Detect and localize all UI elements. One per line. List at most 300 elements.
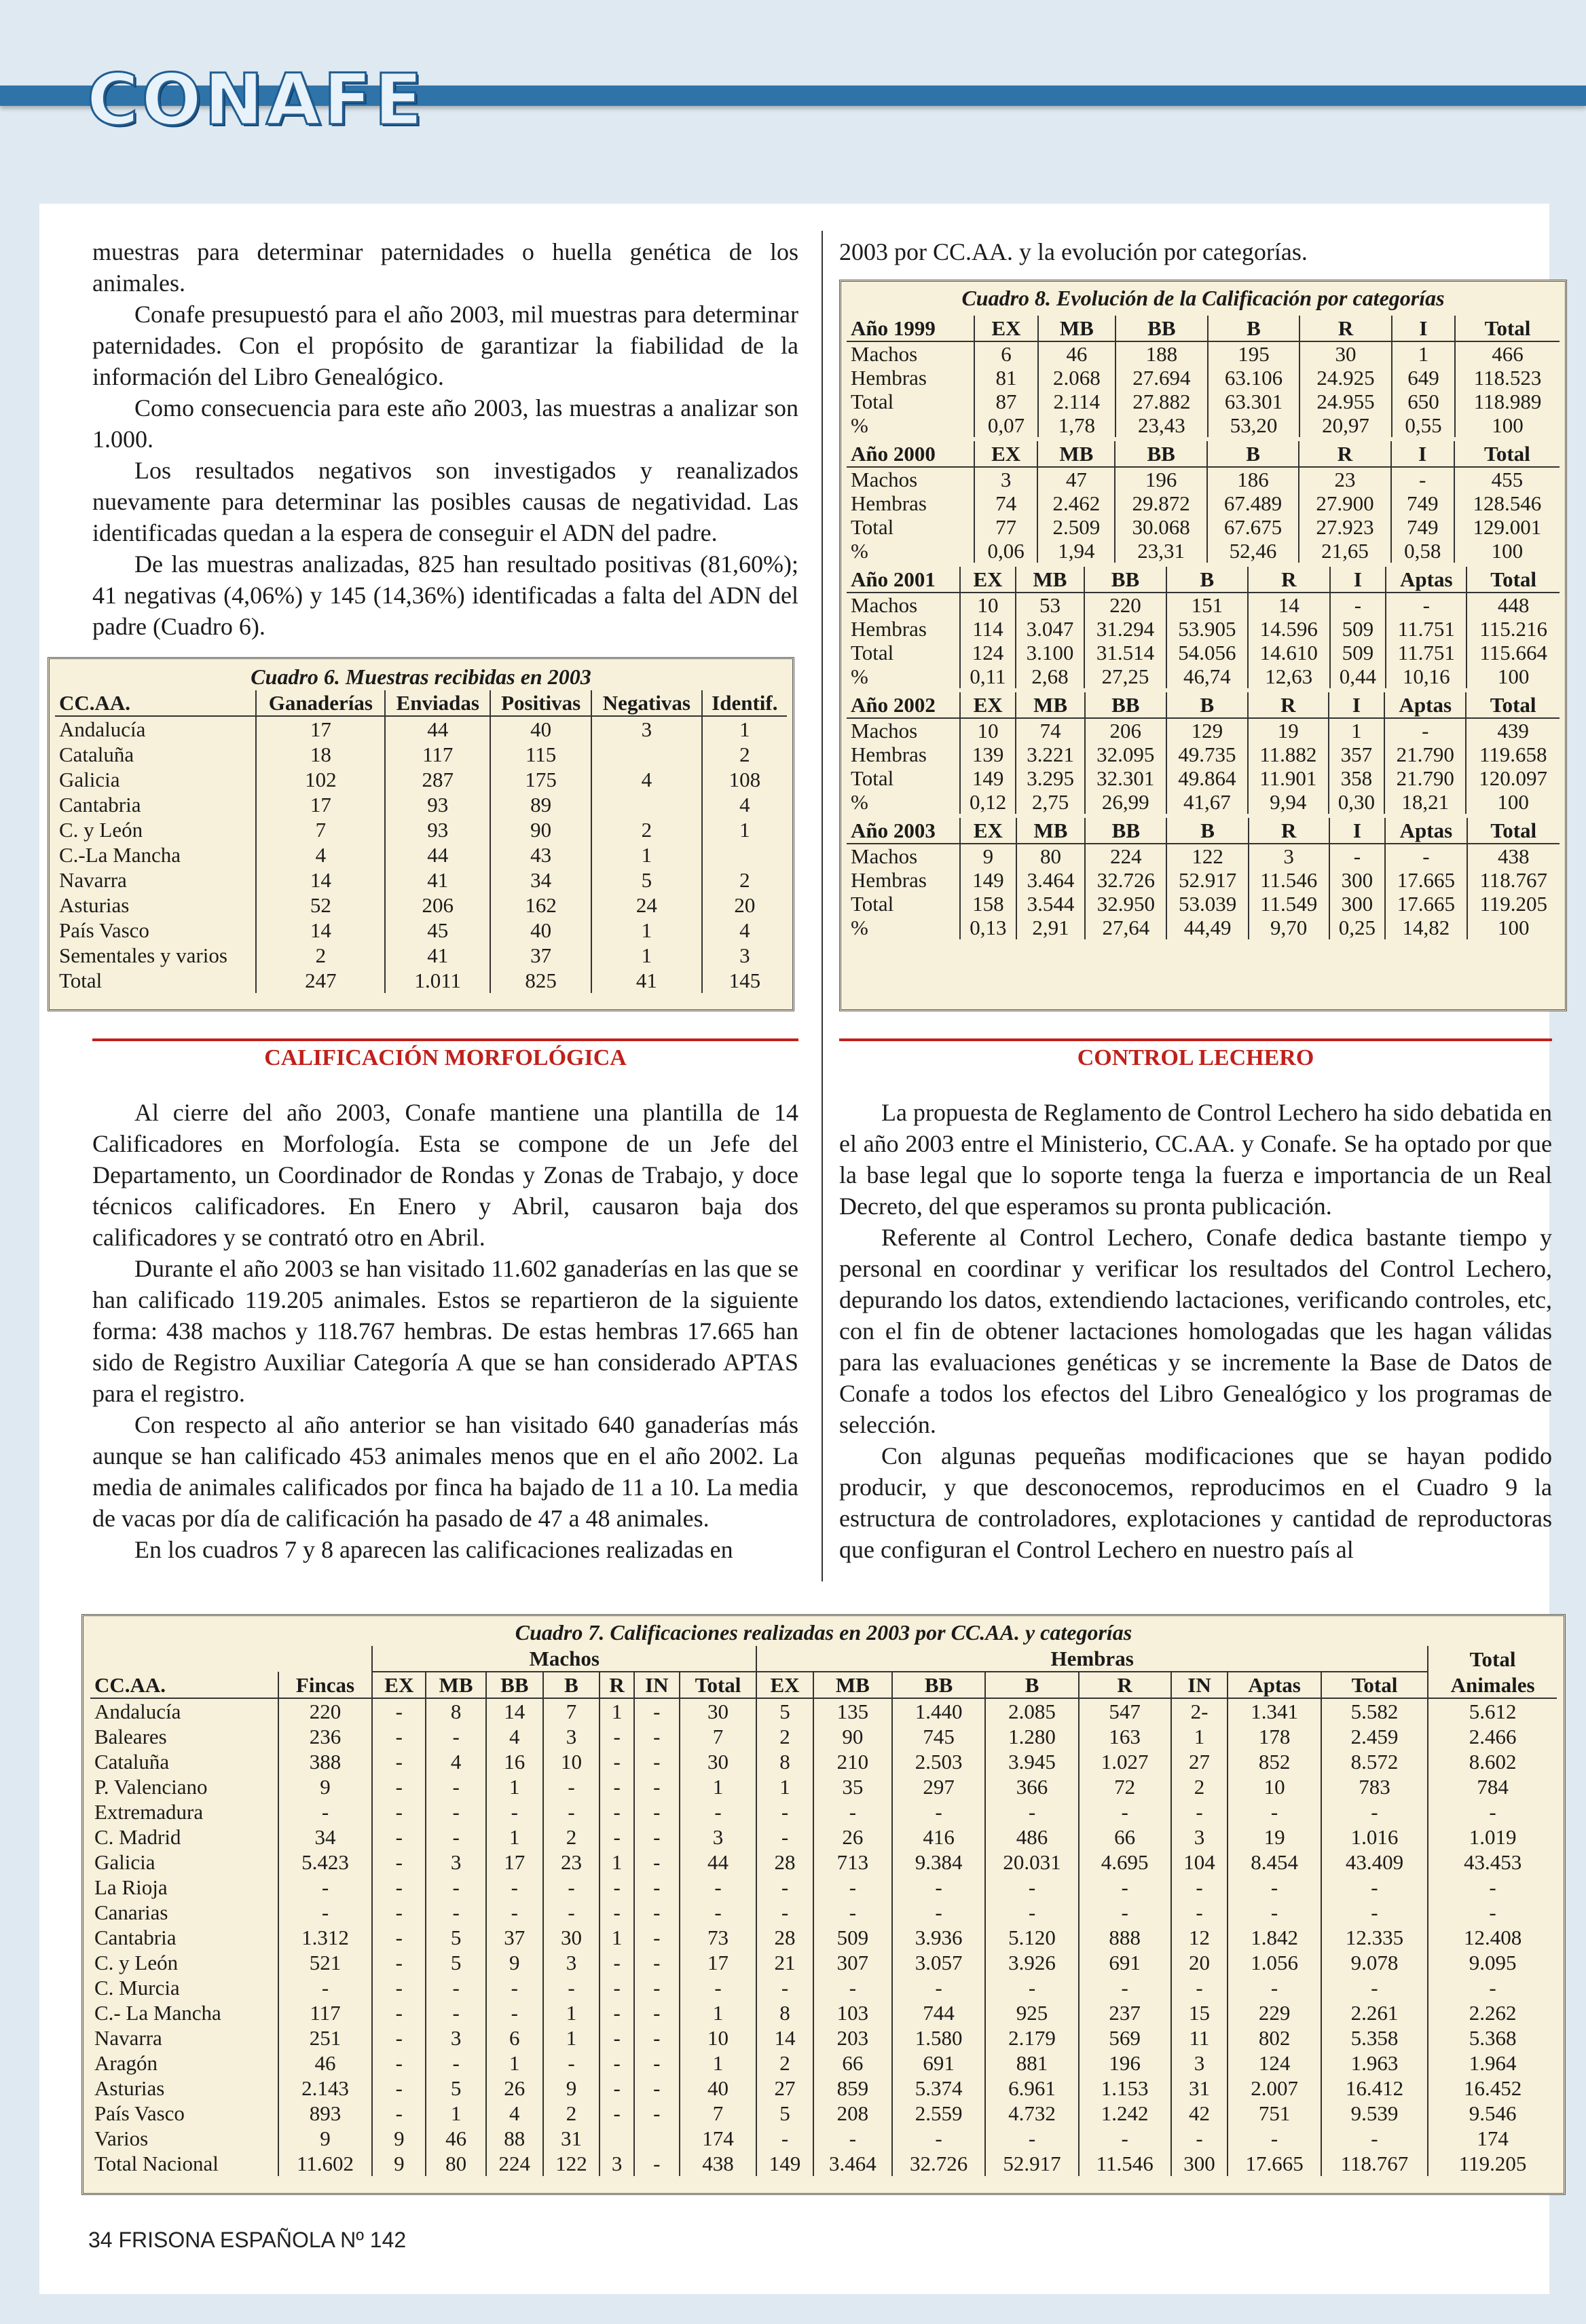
table-cell: 29.872 bbox=[1115, 491, 1206, 515]
table-cell: - bbox=[634, 2151, 680, 2176]
column-header: Animales bbox=[1428, 1672, 1557, 1698]
table-row bbox=[55, 893, 787, 918]
table-cell: 122 bbox=[543, 2151, 600, 2176]
table-cell: 46 bbox=[278, 2050, 373, 2076]
table-cell: 220 bbox=[1084, 593, 1166, 617]
table-cell: Machos bbox=[851, 342, 918, 366]
table-cell: 42 bbox=[1171, 2101, 1228, 2126]
table-cell: 41 bbox=[385, 867, 490, 893]
table-cell: - bbox=[892, 1975, 985, 2000]
table-cell: 4 bbox=[591, 767, 702, 792]
table-cell: 114 bbox=[960, 617, 1015, 641]
cuadro7-title: Cuadro 7. Calificaciones realizadas en 2003 por CC.AA. y categorías bbox=[515, 1620, 1132, 1645]
table-cell: - bbox=[634, 1900, 680, 1925]
column-header: Total bbox=[1467, 567, 1560, 593]
table-cell: 80 bbox=[1016, 844, 1085, 868]
table-cell: 53,20 bbox=[1208, 413, 1300, 437]
table-cell: - bbox=[680, 1875, 756, 1900]
table-cell: - bbox=[543, 1875, 600, 1900]
table-cell: 1.056 bbox=[1228, 1950, 1321, 1975]
column-header: Año 1999 bbox=[847, 316, 974, 341]
table-cell: 1.019 bbox=[1428, 1824, 1557, 1850]
column-header: I bbox=[1329, 818, 1386, 844]
table-cell: C.-La Mancha bbox=[59, 843, 181, 867]
table-cell: 53.039 bbox=[1166, 892, 1248, 916]
table-cell: 8.572 bbox=[1321, 1749, 1428, 1774]
table-cell: 749 bbox=[1391, 491, 1454, 515]
table-cell: 0,13 bbox=[960, 916, 1016, 939]
table-cell: 158 bbox=[960, 892, 1016, 916]
table-cell: La Rioja bbox=[94, 1875, 168, 1899]
cuadro7-table bbox=[90, 1646, 1557, 2176]
table-cell: Total bbox=[59, 969, 103, 992]
column-header: B bbox=[1166, 692, 1248, 718]
column-header: BB bbox=[486, 1672, 543, 1698]
table-cell: 224 bbox=[486, 2151, 543, 2176]
table-row bbox=[90, 2050, 1557, 2076]
table-cell: 122 bbox=[1166, 844, 1248, 868]
table-cell: 307 bbox=[813, 1950, 892, 1975]
cuadro8-tables bbox=[847, 316, 1560, 939]
table-cell: 649 bbox=[1392, 366, 1455, 390]
column-header: MB bbox=[1038, 316, 1115, 341]
table-cell: 90 bbox=[490, 817, 591, 842]
table-cell: - bbox=[486, 1900, 543, 1925]
table-row bbox=[90, 1925, 1557, 1950]
table-cell: 19 bbox=[1248, 718, 1329, 743]
table-cell: - bbox=[634, 1950, 680, 1975]
column-header: Enviadas bbox=[385, 690, 490, 716]
column-header: BB bbox=[1115, 316, 1208, 341]
table-cell: 9,70 bbox=[1249, 916, 1329, 939]
table-cell: 103 bbox=[813, 2000, 892, 2025]
table-row bbox=[847, 593, 1560, 617]
table-cell: - bbox=[278, 1900, 373, 1925]
table-cell: 11.882 bbox=[1248, 743, 1329, 766]
table-cell: 5 bbox=[591, 867, 702, 893]
table-cell: 44,49 bbox=[1166, 916, 1248, 939]
table-cell: Cantabria bbox=[59, 793, 141, 817]
table-cell: 547 bbox=[1079, 1698, 1171, 1724]
table-cell: - bbox=[372, 1799, 426, 1824]
paragraph: De las muestras analizadas, 825 han resultado positivas (81,60%); 41 negativas (4,06%) y 145 (14,36%) identificadas a falta del ADN del padre (Cuadro 6). bbox=[92, 550, 798, 640]
table-cell: C. Madrid bbox=[94, 1825, 181, 1849]
table-cell: 5.423 bbox=[278, 1850, 373, 1875]
table-cell: 66 bbox=[813, 2050, 892, 2076]
column-header: IN bbox=[1171, 1672, 1228, 1698]
table-cell: - bbox=[1079, 1799, 1171, 1824]
table-cell: 100 bbox=[1467, 916, 1560, 939]
table-cell: 14,82 bbox=[1385, 916, 1467, 939]
table-cell: 3.047 bbox=[1016, 617, 1085, 641]
table-cell: 784 bbox=[1428, 1774, 1557, 1799]
table-cell: 2.007 bbox=[1228, 2076, 1321, 2101]
table-cell: 416 bbox=[892, 1824, 985, 1850]
table-cell: - bbox=[634, 1975, 680, 2000]
table-cell: 149 bbox=[756, 2151, 813, 2176]
table-cell: 1.242 bbox=[1079, 2101, 1171, 2126]
cuadro8-title: Cuadro 8. Evolución de la Calificación por categorías bbox=[961, 286, 1445, 310]
table-cell: 3.945 bbox=[985, 1749, 1078, 1774]
table-cell: 1 bbox=[1171, 1724, 1228, 1749]
column-header: Total bbox=[1455, 316, 1560, 341]
table-cell: 208 bbox=[813, 2101, 892, 2126]
table-cell: 17.665 bbox=[1228, 2151, 1321, 2176]
table-cell: 17.665 bbox=[1385, 892, 1467, 916]
table-cell: - bbox=[600, 2076, 633, 2101]
table-row bbox=[90, 1875, 1557, 1900]
table-cell: 52 bbox=[256, 893, 385, 918]
table-cell: 0,12 bbox=[960, 790, 1016, 814]
table-cell: - bbox=[600, 1975, 633, 2000]
table-cell: - bbox=[1228, 1975, 1321, 2000]
table-cell: 2.559 bbox=[892, 2101, 985, 2126]
cuadro8-box bbox=[839, 280, 1567, 1011]
table-cell: 11.546 bbox=[1079, 2151, 1171, 2176]
table-cell: 21,65 bbox=[1299, 539, 1390, 563]
table-cell: 3.295 bbox=[1016, 766, 1084, 790]
table-row bbox=[55, 842, 787, 867]
column-header: EX bbox=[974, 316, 1037, 341]
table-cell: 117 bbox=[385, 742, 490, 767]
table-header-row bbox=[847, 316, 1560, 341]
table-cell: 8 bbox=[756, 1749, 813, 1774]
column-header: B bbox=[543, 1672, 600, 1698]
table-cell: - bbox=[426, 1900, 486, 1925]
table-cell: - bbox=[372, 1950, 426, 1975]
table-cell: - bbox=[1079, 1975, 1171, 2000]
column-header: EX bbox=[960, 692, 1016, 718]
table-cell: - bbox=[600, 1774, 633, 1799]
table-cell: - bbox=[634, 2050, 680, 2076]
table-cell: 174 bbox=[680, 2126, 756, 2151]
table-cell: 439 bbox=[1466, 718, 1560, 743]
table-cell: - bbox=[1171, 2126, 1228, 2151]
table-cell: - bbox=[1428, 1875, 1557, 1900]
table-cell: 1 bbox=[1392, 341, 1455, 366]
table-cell: 10 bbox=[680, 2025, 756, 2050]
table-cell: 1 bbox=[486, 1774, 543, 1799]
table-cell: 5.582 bbox=[1321, 1698, 1428, 1724]
table-cell: 3 bbox=[600, 2151, 633, 2176]
left-column-top bbox=[92, 236, 798, 642]
table-cell: % bbox=[851, 664, 868, 688]
table-cell: 151 bbox=[1166, 593, 1248, 617]
table-cell: 7 bbox=[543, 1698, 600, 1724]
table-cell: - bbox=[600, 1875, 633, 1900]
table-cell: - bbox=[543, 1975, 600, 2000]
table-row bbox=[90, 1975, 1557, 2000]
table-cell: 49.735 bbox=[1166, 743, 1248, 766]
table-cell: 3.464 bbox=[813, 2151, 892, 2176]
table-cell: 1 bbox=[680, 2050, 756, 2076]
table-cell: - bbox=[372, 1698, 426, 1724]
table-row bbox=[847, 491, 1560, 515]
table-row bbox=[847, 718, 1560, 743]
table-row bbox=[55, 943, 787, 968]
table-cell: 3 bbox=[702, 943, 787, 968]
table-cell: 5.612 bbox=[1428, 1698, 1557, 1724]
paragraph: Como consecuencia para este año 2003, las muestras a analizar son 1.000. bbox=[92, 394, 798, 453]
table-cell: 115 bbox=[490, 742, 591, 767]
table-cell: 8.454 bbox=[1228, 1850, 1321, 1875]
table-cell: 43.453 bbox=[1428, 1850, 1557, 1875]
table-cell: 0,25 bbox=[1329, 916, 1386, 939]
table-cell: - bbox=[892, 2126, 985, 2151]
table-row bbox=[847, 766, 1560, 790]
table-cell: 2 bbox=[1171, 1774, 1228, 1799]
table-cell: 80 bbox=[426, 2151, 486, 2176]
table-row bbox=[847, 892, 1560, 916]
table-cell: Total bbox=[851, 515, 894, 539]
section-control-lechero: CONTROL LECHERO bbox=[839, 1038, 1552, 1071]
table-cell: 3.057 bbox=[892, 1950, 985, 1975]
table-cell: 881 bbox=[985, 2050, 1078, 2076]
table-cell: 30 bbox=[680, 1749, 756, 1774]
table-cell: 751 bbox=[1228, 2101, 1321, 2126]
table-cell: - bbox=[1428, 1975, 1557, 2000]
column-header: BB bbox=[1085, 692, 1166, 718]
table-cell: 10 bbox=[1228, 1774, 1321, 1799]
table-cell: 9,94 bbox=[1248, 790, 1329, 814]
table-cell: 40 bbox=[490, 716, 591, 742]
table-cell: 1.011 bbox=[385, 968, 490, 993]
table-cell: 9.095 bbox=[1428, 1950, 1557, 1975]
table-cell: - bbox=[1385, 844, 1467, 868]
table-cell bbox=[591, 792, 702, 817]
table-cell: 1 bbox=[702, 817, 787, 842]
table-cell: 9.384 bbox=[892, 1850, 985, 1875]
table-cell: 162 bbox=[490, 893, 591, 918]
column-header: B bbox=[1166, 818, 1248, 844]
table-cell: 691 bbox=[892, 2050, 985, 2076]
table-cell: 0,58 bbox=[1391, 539, 1454, 563]
table-header-row bbox=[847, 818, 1560, 844]
table-cell: - bbox=[1079, 1875, 1171, 1900]
table-cell: 1 bbox=[591, 918, 702, 943]
table-cell: 888 bbox=[1079, 1925, 1171, 1950]
table-cell: 16 bbox=[486, 1749, 543, 1774]
table-row bbox=[847, 539, 1560, 563]
table-cell: 41 bbox=[385, 943, 490, 968]
table-cell: 300 bbox=[1329, 868, 1386, 892]
table-cell: 63.106 bbox=[1208, 366, 1300, 390]
table-cell: - bbox=[486, 1799, 543, 1824]
table-cell: 129.001 bbox=[1454, 515, 1560, 539]
table-row bbox=[55, 968, 787, 993]
table-cell: 45 bbox=[385, 918, 490, 943]
table-cell bbox=[702, 842, 787, 867]
column-header: I bbox=[1329, 692, 1385, 718]
table-cell: 88 bbox=[486, 2126, 543, 2151]
table-row bbox=[847, 390, 1560, 413]
column-header: Aptas bbox=[1228, 1672, 1321, 1698]
table-cell: - bbox=[634, 2025, 680, 2050]
table-cell: 128.546 bbox=[1454, 491, 1560, 515]
table-cell: 1.964 bbox=[1428, 2050, 1557, 2076]
table-cell: 119.205 bbox=[1467, 892, 1560, 916]
table-cell: 20 bbox=[702, 893, 787, 918]
table-cell: 1 bbox=[543, 2025, 600, 2050]
table-cell: 11.751 bbox=[1386, 617, 1467, 641]
table-cell: 1.440 bbox=[892, 1698, 985, 1724]
table-cell: 2- bbox=[1171, 1698, 1228, 1724]
table-cell: 104 bbox=[1171, 1850, 1228, 1875]
table-cell: 0,06 bbox=[974, 539, 1037, 563]
table-cell: - bbox=[543, 1774, 600, 1799]
table-cell: 186 bbox=[1207, 467, 1299, 491]
table-cell: 1.153 bbox=[1079, 2076, 1171, 2101]
right-intro-text: 2003 por CC.AA. y la evolución por categorías. bbox=[839, 238, 1308, 265]
table-cell: 30.068 bbox=[1115, 515, 1206, 539]
table-cell: 174 bbox=[1428, 2126, 1557, 2151]
column-header: Año 2001 bbox=[847, 567, 960, 593]
table-cell: 40 bbox=[680, 2076, 756, 2101]
table-cell: - bbox=[426, 1799, 486, 1824]
table-cell: - bbox=[600, 1900, 633, 1925]
table-row bbox=[90, 2000, 1557, 2025]
table-cell: - bbox=[985, 1975, 1078, 2000]
table-cell: 145 bbox=[702, 968, 787, 993]
table-cell: - bbox=[634, 2101, 680, 2126]
table-cell: 1 bbox=[600, 1698, 633, 1724]
table-cell: 10 bbox=[543, 1749, 600, 1774]
column-header: Fincas bbox=[278, 1672, 373, 1698]
table-cell: 34 bbox=[490, 867, 591, 893]
table-group-header-row bbox=[90, 1646, 1557, 1672]
table-row bbox=[847, 790, 1560, 814]
table-cell: 4 bbox=[702, 918, 787, 943]
table-row bbox=[847, 515, 1560, 539]
table-cell: - bbox=[1171, 1799, 1228, 1824]
table-cell: 1.580 bbox=[892, 2025, 985, 2050]
table-cell: 14 bbox=[256, 867, 385, 893]
table-cell: 23 bbox=[543, 1850, 600, 1875]
table-cell: 1.312 bbox=[278, 1925, 373, 1950]
table-row bbox=[55, 792, 787, 817]
column-header: Aptas bbox=[1386, 567, 1467, 593]
table-cell: - bbox=[1079, 1900, 1171, 1925]
table-cell: 3 bbox=[1171, 2050, 1228, 2076]
group-total: Total bbox=[1428, 1646, 1557, 1672]
table-cell: 852 bbox=[1228, 1749, 1321, 1774]
table-cell: 37 bbox=[486, 1925, 543, 1950]
table-cell: 2.085 bbox=[985, 1698, 1078, 1724]
table-cell: 569 bbox=[1079, 2025, 1171, 2050]
table-cell: 455 bbox=[1454, 467, 1560, 491]
table-cell: - bbox=[278, 1975, 373, 2000]
column-header: CC.AA. bbox=[55, 690, 256, 716]
table-cell: 49.864 bbox=[1166, 766, 1248, 790]
table-cell: - bbox=[426, 1875, 486, 1900]
table-cell: 2 bbox=[256, 943, 385, 968]
table-cell: 8.602 bbox=[1428, 1749, 1557, 1774]
table-cell: 893 bbox=[278, 2101, 373, 2126]
table-cell: 2,68 bbox=[1016, 664, 1085, 688]
table-cell: 300 bbox=[1329, 892, 1386, 916]
table-cell: 6.961 bbox=[985, 2076, 1078, 2101]
table-cell: 27,25 bbox=[1084, 664, 1166, 688]
column-header: Positivas bbox=[490, 690, 591, 716]
table-cell: 14 bbox=[256, 918, 385, 943]
table-cell: 32.950 bbox=[1085, 892, 1166, 916]
table-cell: 24.955 bbox=[1299, 390, 1392, 413]
table-cell: 43 bbox=[490, 842, 591, 867]
table-cell: 32.726 bbox=[892, 2151, 985, 2176]
table-cell: 5.374 bbox=[892, 2076, 985, 2101]
table-cell: 52,46 bbox=[1207, 539, 1299, 563]
table-cell: 859 bbox=[813, 2076, 892, 2101]
table-cell: 4 bbox=[486, 2101, 543, 2126]
table-cell: Total bbox=[851, 641, 894, 664]
column-header: R bbox=[1248, 692, 1329, 718]
table-cell: 2.459 bbox=[1321, 1724, 1428, 1749]
table-cell: 135 bbox=[813, 1698, 892, 1724]
table-cell: Total bbox=[851, 390, 894, 413]
table-cell: 713 bbox=[813, 1850, 892, 1875]
table-cell: 1 bbox=[486, 1824, 543, 1850]
table-cell: 47 bbox=[1037, 467, 1115, 491]
cuadro6-title: Cuadro 6. Muestras recibidas en 2003 bbox=[251, 664, 591, 689]
table-row bbox=[90, 1774, 1557, 1799]
table-cell: 24.925 bbox=[1299, 366, 1392, 390]
table-header-row bbox=[55, 690, 787, 716]
table-cell: 90 bbox=[813, 1724, 892, 1749]
table-cell: 486 bbox=[985, 1824, 1078, 1850]
column-header: R bbox=[1079, 1672, 1171, 1698]
table-cell: Total Nacional bbox=[94, 2152, 219, 2175]
table-cell: 7 bbox=[256, 817, 385, 842]
table-cell: 28 bbox=[756, 1925, 813, 1950]
table-cell: 23,43 bbox=[1115, 413, 1208, 437]
table-cell: - bbox=[486, 1875, 543, 1900]
table-cell: 26,99 bbox=[1085, 790, 1166, 814]
table-cell: 100 bbox=[1454, 539, 1560, 563]
table-cell: - bbox=[543, 1799, 600, 1824]
table-cell bbox=[600, 2126, 633, 2151]
table-cell: 5.358 bbox=[1321, 2025, 1428, 2050]
table-cell: 52.917 bbox=[985, 2151, 1078, 2176]
table-cell: 27,64 bbox=[1085, 916, 1166, 939]
table-cell: 3.936 bbox=[892, 1925, 985, 1950]
table-cell: 749 bbox=[1391, 515, 1454, 539]
table-cell: - bbox=[1329, 844, 1386, 868]
table-row bbox=[90, 2076, 1557, 2101]
column-header: R bbox=[600, 1672, 633, 1698]
table-cell: 783 bbox=[1321, 1774, 1428, 1799]
table-cell: 287 bbox=[385, 767, 490, 792]
table-header-row bbox=[847, 567, 1560, 593]
column-header: Total bbox=[1454, 441, 1560, 467]
table-cell: 11 bbox=[1171, 2025, 1228, 2050]
cuadro8-year-table bbox=[847, 692, 1560, 814]
column-header: Aptas bbox=[1384, 692, 1466, 718]
table-cell: 74 bbox=[1016, 718, 1084, 743]
table-cell: Hembras bbox=[851, 868, 927, 892]
table-cell: 124 bbox=[960, 641, 1015, 664]
table-cell: 1.027 bbox=[1079, 1749, 1171, 1774]
table-cell: 9 bbox=[372, 2126, 426, 2151]
table-cell: 46 bbox=[426, 2126, 486, 2151]
table-row bbox=[847, 916, 1560, 939]
group-machos: Machos bbox=[372, 1646, 756, 1672]
table-cell: 2,91 bbox=[1016, 916, 1085, 939]
table-cell: Baleares bbox=[94, 1725, 167, 1748]
table-cell: 2.262 bbox=[1428, 2000, 1557, 2025]
table-cell: - bbox=[1330, 593, 1386, 617]
table-cell: 34 bbox=[278, 1824, 373, 1850]
table-cell: 229 bbox=[1228, 2000, 1321, 2025]
